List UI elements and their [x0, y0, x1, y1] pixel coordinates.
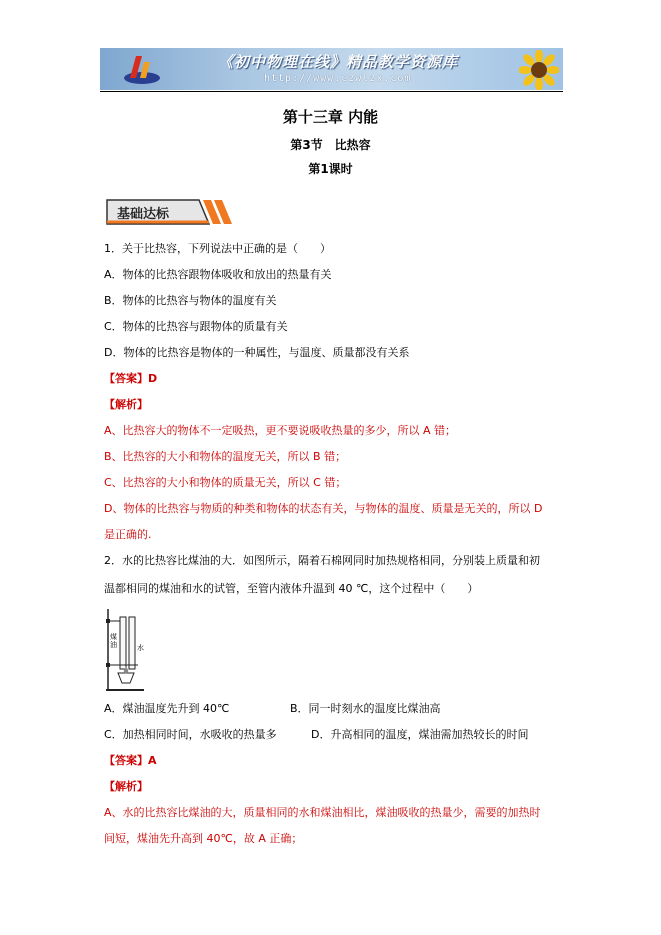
q1-analysis-c: C、比热容的大小和物体的质量无关，所以 C 错； — [104, 476, 347, 489]
q1-answer: 【答案】D — [104, 372, 158, 385]
section-label: 基础达标 — [117, 207, 170, 222]
header-banner — [100, 48, 563, 90]
q1-analysis-d-cont: 是正确的. — [104, 528, 152, 541]
q1-option-a: A．物体的比热容跟物体吸收和放出的热量有关 — [104, 268, 332, 281]
q1-option-c: C．物体的比热容与跟物体的质量有关 — [104, 320, 288, 333]
sunflower-icon — [519, 50, 559, 90]
q2-stem-line1: 2．水的比热容比煤油的大．如图所示，隔着石棉网同时加热规格相同，分别装上质量和初 — [104, 554, 540, 567]
q2-option-d: D．升高相同的温度，煤油需加热较长的时间 — [311, 728, 529, 741]
q2-option-b: B．同一时刻水的温度比煤油高 — [290, 702, 441, 715]
section-title: 第3节 比热容 — [290, 138, 371, 152]
q1-analysis-d: D、物体的比热容与物质的种类和物体的状态有关，与物体的温度、质量是无关的，所以 D — [104, 502, 543, 515]
banner-title: 《初中物理在线》精品教学资源库 — [218, 53, 459, 71]
banner-url: http://www.czwlzx.com — [264, 73, 412, 84]
site-logo-icon — [122, 52, 162, 86]
q2-option-a: A．煤油温度先升到 40℃ — [104, 702, 230, 715]
q1-stem: 1．关于比热容，下列说法中正确的是（ ） — [104, 242, 331, 255]
lesson-title: 第1课时 — [308, 162, 353, 176]
q1-analysis-b: B、比热容的大小和物体的温度无关，所以 B 错； — [104, 450, 347, 463]
q1-option-b: B．物体的比热容与物体的温度有关 — [104, 294, 277, 307]
q2-answer: 【答案】A — [104, 754, 157, 767]
q2-analysis-label: 【解析】 — [104, 780, 148, 793]
q2-stem-line2: 温都相同的煤油和水的试管，至管内液体升温到 40 ℃，这个过程中（ ） — [104, 582, 479, 595]
water-label: 水 — [137, 644, 144, 652]
q2-option-c: C．加热相同时间，水吸收的热量多 — [104, 728, 277, 741]
header-rule — [100, 91, 563, 92]
kerosene-label: 煤油 — [110, 633, 117, 649]
q2-analysis-line1: A、水的比热容比煤油的大，质量相同的水和煤油相比，煤油吸收的热量少，需要的加热时 — [104, 806, 541, 819]
q1-analysis-label: 【解析】 — [104, 398, 148, 411]
section-badge — [103, 198, 235, 226]
apparatus-figure-icon — [104, 607, 154, 693]
q1-option-d: D．物体的比热容是物体的一种属性，与温度、质量都没有关系 — [104, 346, 410, 359]
q1-analysis-a: A、比热容大的物体不一定吸热，更不要说吸收热量的多少，所以 A 错； — [104, 424, 457, 437]
chapter-title: 第十三章 内能 — [282, 108, 379, 126]
q2-figure — [104, 607, 154, 693]
q2-analysis-line2: 间短，煤油先升高到 40℃，故 A 正确； — [104, 832, 303, 845]
